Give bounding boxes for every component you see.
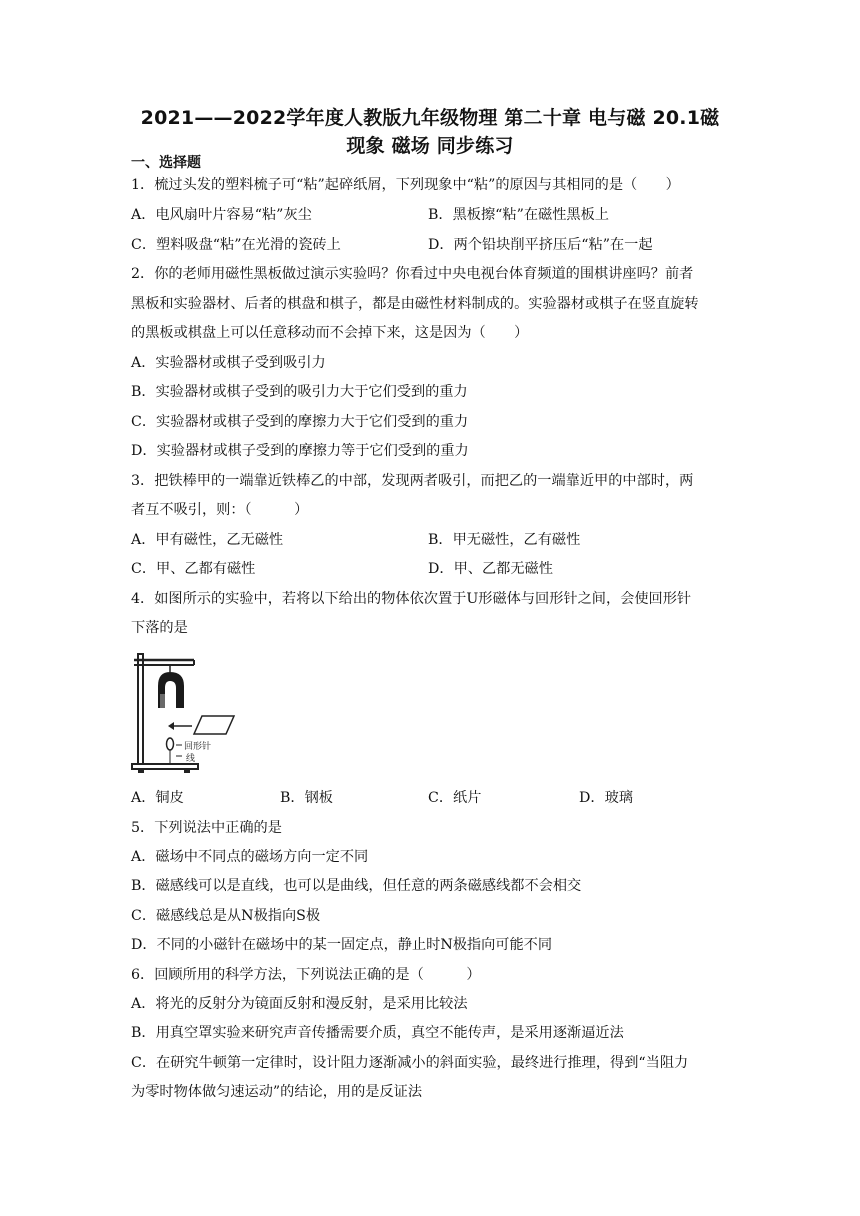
q3-option-a: A．甲有磁性，乙无磁性 — [131, 532, 284, 548]
q6-option-b: B．用真空罩实验来研究声音传播需要介质，真空不能传声，是采用逐渐逼近法 — [131, 1025, 624, 1041]
q6-option-c-line-1: C．在研究牛顿第一定律时，设计阻力逐渐减小的斜面实验，最终进行推理，得到“当阻力 — [131, 1055, 689, 1071]
q4-stem-line-1: 4．如图所示的实验中，若将以下给出的物体依次置于U形磁体与回形针之间，会使回形针 — [131, 591, 692, 607]
q4-option-c: C．纸片 — [428, 790, 482, 806]
q5-option-b: B．磁感线可以是直线，也可以是曲线，但任意的两条磁感线都不会相交 — [131, 878, 582, 894]
title-line-2: 现象 磁场 同步练习 — [346, 135, 514, 157]
q2-stem-line-2: 黑板和实验器材、后者的棋盘和棋子，都是由磁性材料制成的。实验器材或棋子在竖直旋转 — [131, 296, 699, 312]
q5-option-a: A．磁场中不同点的磁场方向一定不同 — [131, 849, 369, 865]
q1-option-b: B．黑板擦“粘”在磁性黑板上 — [428, 207, 609, 223]
q5-option-c: C．磁感线总是从N极指向S极 — [131, 908, 321, 924]
q2-option-d: D．实验器材或棋子受到的摩擦力等于它们受到的重力 — [131, 443, 469, 459]
q2-stem-line-1: 2．你的老师用磁性黑板做过演示实验吗？你看过中央电视台体育频道的围棋讲座吗？前者 — [131, 266, 694, 282]
q1-option-a: A．电风扇叶片容易“粘”灰尘 — [131, 207, 312, 223]
q4-option-a: A．铜皮 — [131, 790, 184, 806]
q5-stem: 5．下列说法中正确的是 — [131, 820, 282, 836]
q1-stem: 1．梳过头发的塑料梳子可“粘”起碎纸屑，下列现象中“粘”的原因与其相同的是（ ） — [131, 177, 680, 193]
q3-option-d: D．甲、乙都无磁性 — [428, 561, 553, 577]
q6-option-c-line-2: 为零时物体做匀速运动”的结论，用的是反证法 — [131, 1084, 423, 1100]
section-heading: 一、选择题 — [131, 155, 201, 171]
u-magnet-experiment-figure — [130, 650, 236, 776]
q6-option-a: A．将光的反射分为镜面反射和漫反射，是采用比较法 — [131, 996, 468, 1012]
q4-stem-line-2: 下落的是 — [131, 620, 188, 636]
document-title — [125, 104, 735, 160]
q3-stem-line-2: 者互不吸引，则：（ ） — [131, 502, 309, 518]
q2-option-b: B．实验器材或棋子受到的吸引力大于它们受到的重力 — [131, 384, 468, 400]
q1-option-d: D．两个铅块削平挤压后“粘”在一起 — [428, 237, 653, 253]
q4-option-d: D．玻璃 — [579, 790, 633, 806]
q2-stem-line-3: 的黑板或棋盘上可以任意移动而不会掉下来，这是因为（ ） — [131, 325, 529, 341]
q5-option-d: D．不同的小磁针在磁场中的某一固定点，静止时N极指向可能不同 — [131, 937, 553, 953]
figure-label-thread: 线 — [186, 754, 196, 764]
q2-option-c: C．实验器材或棋子受到的摩擦力大于它们受到的重力 — [131, 414, 469, 430]
q3-option-b: B．甲无磁性，乙有磁性 — [428, 532, 581, 548]
q6-stem: 6．回顾所用的科学方法，下列说法正确的是（ ） — [131, 967, 481, 983]
q2-option-a: A．实验器材或棋子受到吸引力 — [131, 355, 326, 371]
q3-option-c: C．甲、乙都有磁性 — [131, 561, 256, 577]
q1-option-c: C．塑料吸盘“粘”在光滑的瓷砖上 — [131, 237, 341, 253]
figure-label-clip: 回形针 — [184, 742, 212, 752]
q3-stem-line-1: 3．把铁棒甲的一端靠近铁棒乙的中部，发现两者吸引，而把乙的一端靠近甲的中部时，两 — [131, 473, 694, 489]
title-line-1: 2021——2022学年度人教版九年级物理 第二十章 电与磁 20.1磁 — [140, 107, 720, 129]
q4-option-b: B．钢板 — [280, 790, 333, 806]
